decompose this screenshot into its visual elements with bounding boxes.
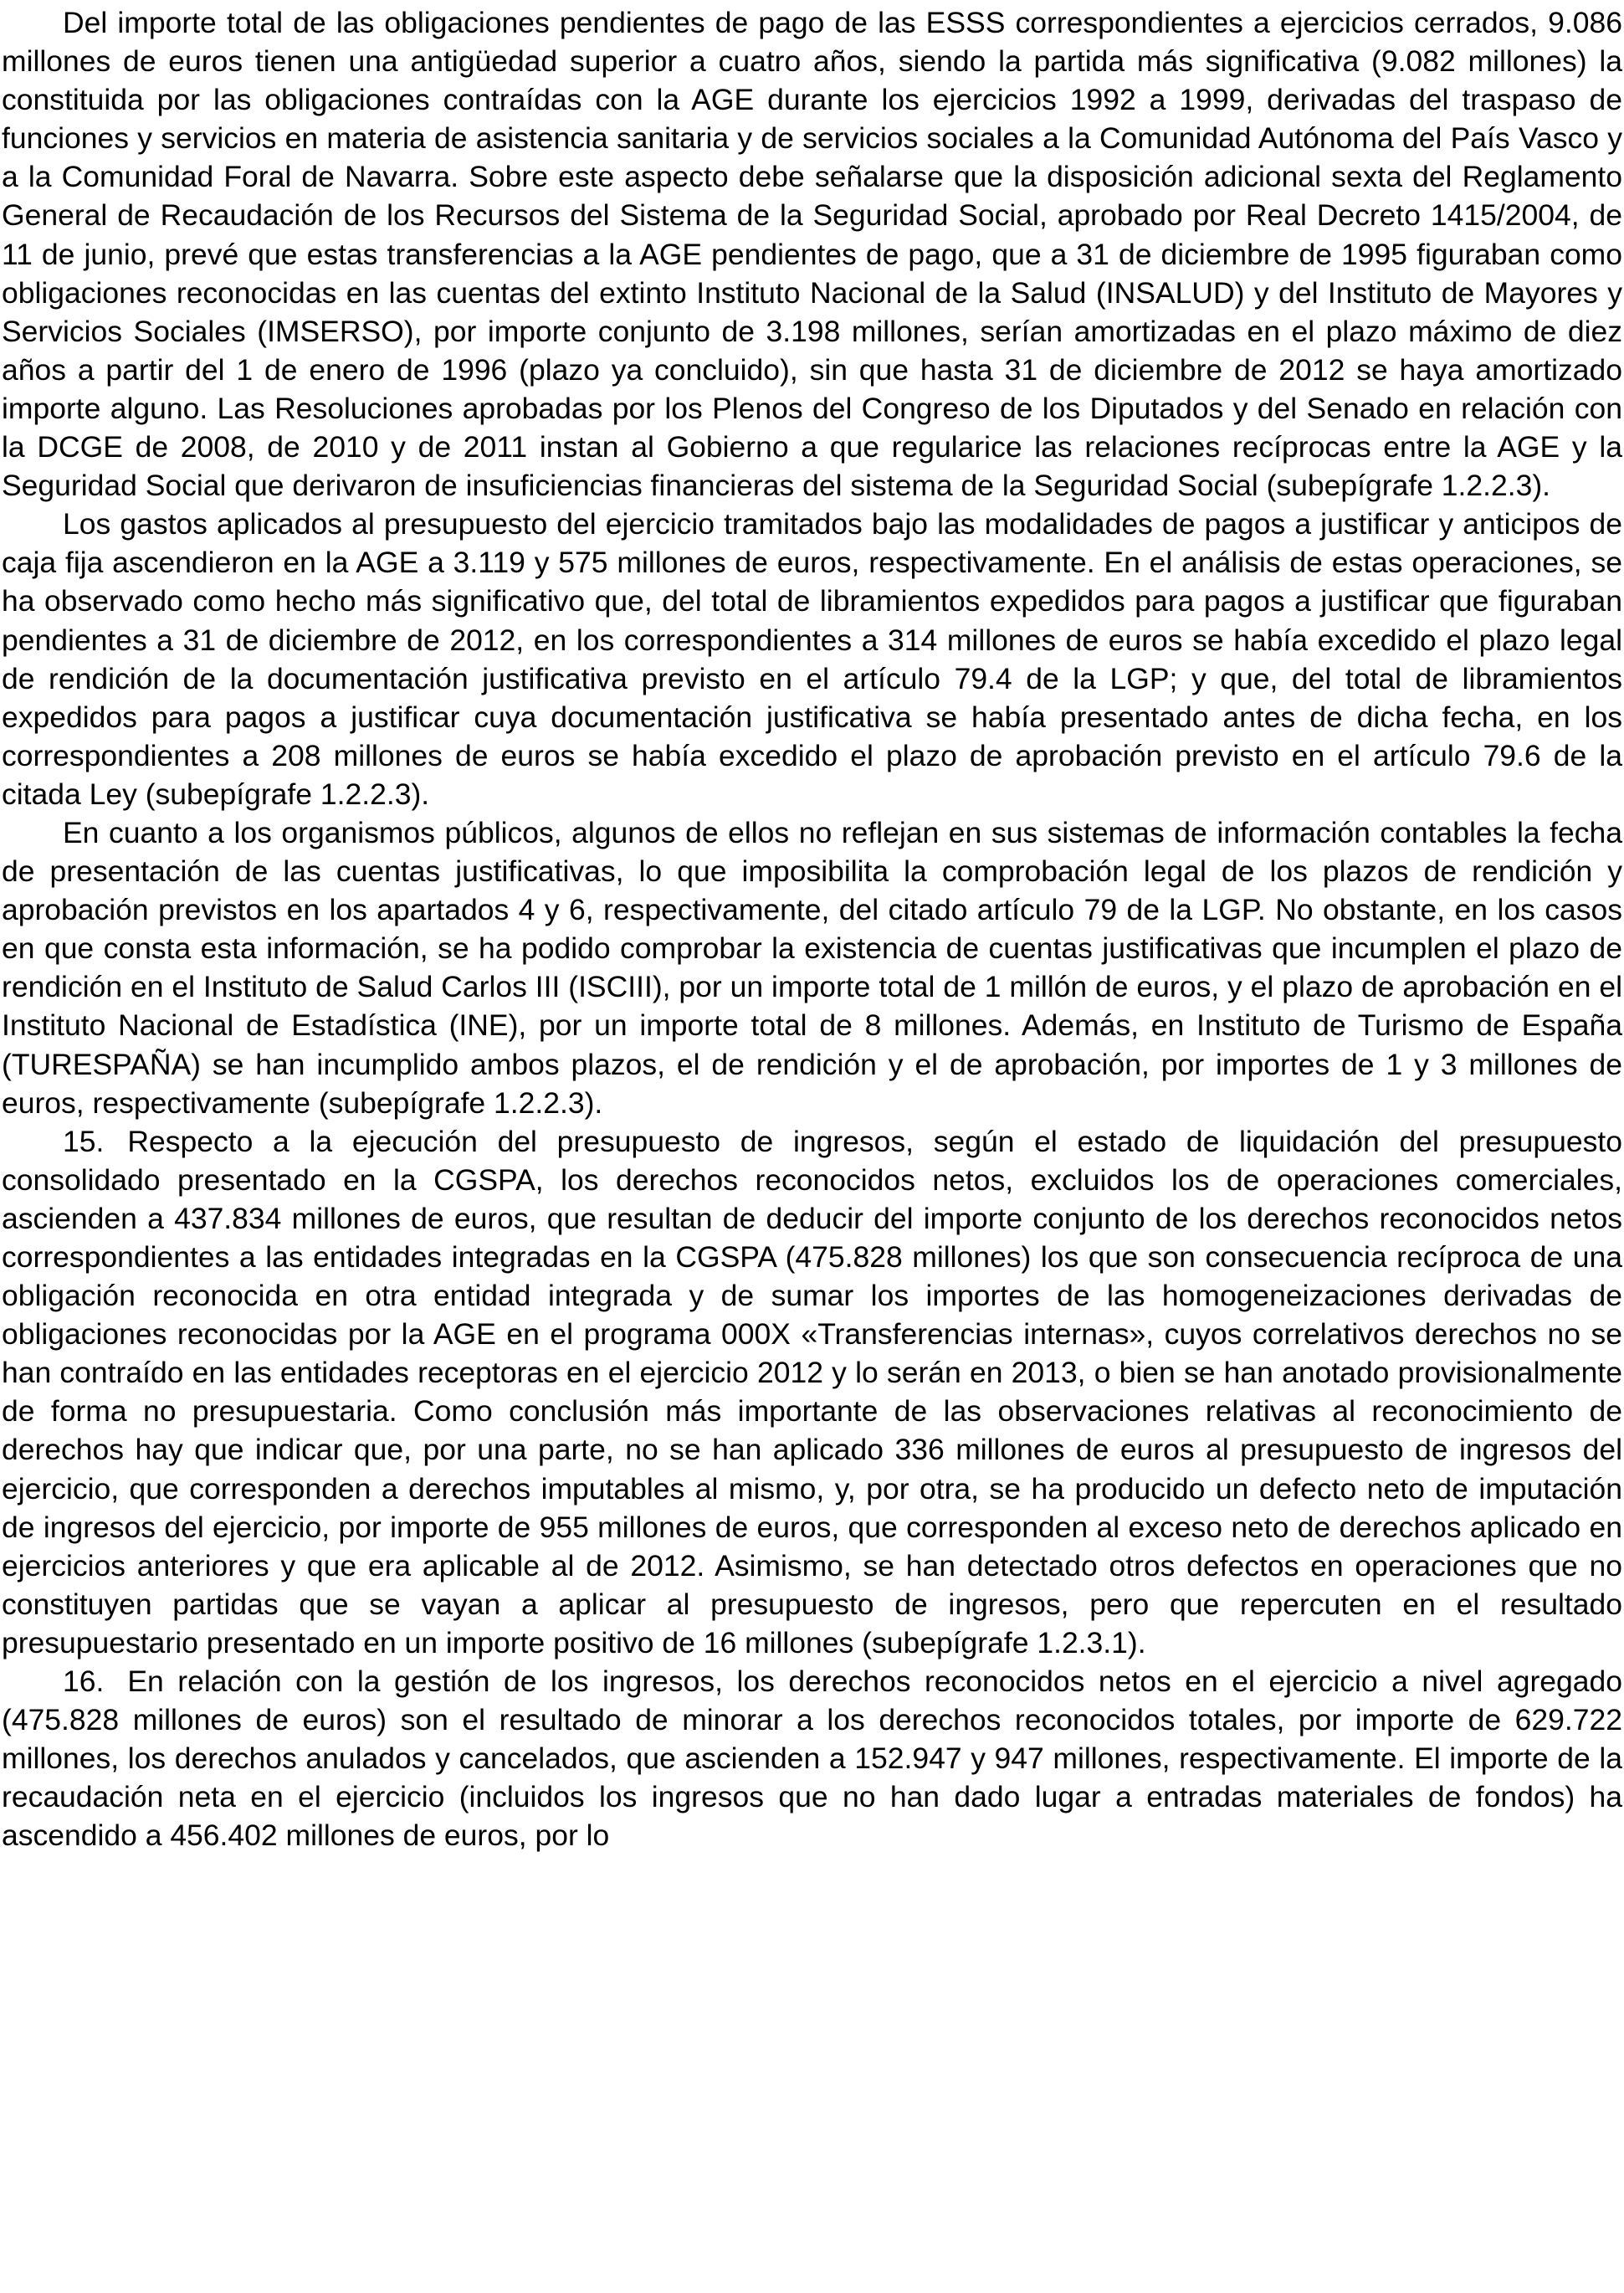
paragraph-text: En cuanto a los organismos públicos, algunos de ellos no reflejan en sus sistemas de información contables la fecha de presentación de las cuentas justificativas, lo que imposibilita la comprobación legal de los plazos de rendición y aprobación previstos en los apartados 4 y 6, respectivamente, del citado artículo 79 de la LGP. No obstante, en los casos en que consta esta información, se ha podido comprobar la existencia de cuentas justificativas que incumplen el plazo de rendición en el Instituto de Salud Carlos III (ISCIII), por un importe total de 1 millón de euros, y el plazo de aprobación en el Instituto Nacional de Estadística (INE), por un importe total de 8 millones. Además, en Instituto de Turismo de España (TURESPAÑA) se han incumplido ambos plazos, el de rendición y el de aprobación, por importes de 1 y 3 millones de euros, respectivamente (subepígrafe 1.2.2.3). — [2, 815, 1622, 1120]
paragraph-esss-obligations — [2, 3, 1622, 505]
paragraph-text: Los gastos aplicados al presupuesto del ejercicio tramitados bajo las modalidades de pagos a justificar y anticipos de caja fija ascendieron en la AGE a 3.119 y 575 millones de euros, respectivamente. En el análisis de estas operaciones, se ha observado como hecho más significativo que, del total de libramientos expedidos para pagos a justificar que figuraban pendientes a 31 de diciembre de 2012, en los correspondientes a 314 millones de euros se había excedido el plazo legal de rendición de la documentación justificativa previsto en el artículo 79.4 de la LGP; y que, del total de libramientos expedidos para pagos a justificar cuya documentación justificativa se había presentado antes de dicha fecha, en los correspondientes a 208 millones de euros se había excedido el plazo de aprobación previsto en el artículo 79.6 de la citada Ley (subepígrafe 1.2.2.3). — [2, 507, 1622, 811]
paragraph-text: En relación con la gestión de los ingresos, los derechos reconocidos netos en el ejercicio a nivel agregado (475.828 millones de euros) son el resultado de minorar a los derechos reconocidos totales, por importe de 629.722 millones, los derechos anulados y cancelados, que ascienden a 152.947 y 947 millones, respectivamente. El importe de la recaudación neta en el ejercicio (incluidos los ingresos que no han dado lugar a entradas materiales de fondos) ha ascendido a 456.402 millones de euros, por lo — [2, 1665, 1622, 1853]
paragraph-text: Del importe total de las obligaciones pendientes de pago de las ESSS correspondientes a ejercicios cerrados, 9.086 millones de euros tienen una antigüedad superior a cuatro años, siendo la partida más significativa (9.082 millones) la constituida por las obligaciones contraídas con la AGE durante los ejercicios 1992 a 1999, derivadas del traspaso de funciones y servicios en materia de asistencia sanitaria y de servicios sociales a la Comunidad Autónoma del País Vasco y a la Comunidad Foral de Navarra. Sobre este aspecto debe señalarse que la disposición adicional sexta del Reglamento General de Recaudación de los Recursos del Sistema de la Seguridad Social, aprobado por Real Decreto 1415/2004, de 11 de junio, prevé que estas transferencias a la AGE pendientes de pago, que a 31 de diciembre de 1995 figuraban como obligaciones reconocidas en las cuentas del extinto Instituto Nacional de la Salud (INSALUD) y del Instituto de Mayores y Servicios Sociales (IMSERSO), por importe conjunto de 3.198 millones, serían amortizadas en el plazo máximo de diez años a partir del 1 de enero de 1996 (plazo ya concluido), sin que hasta 31 de diciembre de 2012 se haya amortizado importe alguno. Las Resoluciones aprobadas por los Plenos del Congreso de los Diputados y del Senado en relación con la DCGE de 2008, de 2010 y de 2011 instan al Gobierno a que regularice las relaciones recíprocas entre la AGE y la Seguridad Social que derivaron de insuficiencias financieras del sistema de la Seguridad Social (subepígrafe 1.2.2.3). — [2, 6, 1622, 503]
paragraph-organismos-publicos — [2, 813, 1622, 1122]
paragraph-number: 15. — [63, 1124, 105, 1158]
paragraph-pagos-a-justificar — [2, 505, 1622, 813]
document-body — [2, 3, 1622, 1855]
paragraph-15 — [2, 1122, 1622, 1662]
paragraph-16 — [2, 1662, 1622, 1854]
paragraph-text: Respecto a la ejecución del presupuesto de ingresos, según el estado de liquidación del presupuesto consolidado presentado en la CGSPA, los derechos reconocidos netos, excluidos los de operaciones comerciales, ascienden a 437.834 millones de euros, que resultan de deducir del importe conjunto de los derechos reconocidos netos correspondientes a las entidades integradas en la CGSPA (475.828 millones) los que son consecuencia recíproca de una obligación reconocida en otra entidad integrada y de sumar los importes de las homogeneizaciones derivadas de obligaciones reconocidas por la AGE en el programa 000X «Transferencias internas», cuyos correlativos derechos no se han contraído en las entidades receptoras en el ejercicio 2012 y lo serán en 2013, o bien se han anotado provisionalmente de forma no presupuestaria. Como conclusión más importante de las observaciones relativas al reconocimiento de derechos hay que indicar que, por una parte, no se han aplicado 336 millones de euros al presupuesto de ingresos del ejercicio, que corresponden a derechos imputables al mismo, y, por otra, se ha producido un defecto neto de imputación de ingresos del ejercicio, por importe de 955 millones de euros, que corresponden al exceso neto de derechos aplicado en ejercicios anteriores y que era aplicable al de 2012. Asimismo, se han detectado otros defectos en operaciones que no constituyen partidas que se vayan a aplicar al presupuesto de ingresos, pero que repercuten en el resultado presupuestario presentado en un importe positivo de 16 millones (subepígrafe 1.2.3.1). — [2, 1124, 1622, 1659]
paragraph-number: 16. — [63, 1665, 105, 1699]
